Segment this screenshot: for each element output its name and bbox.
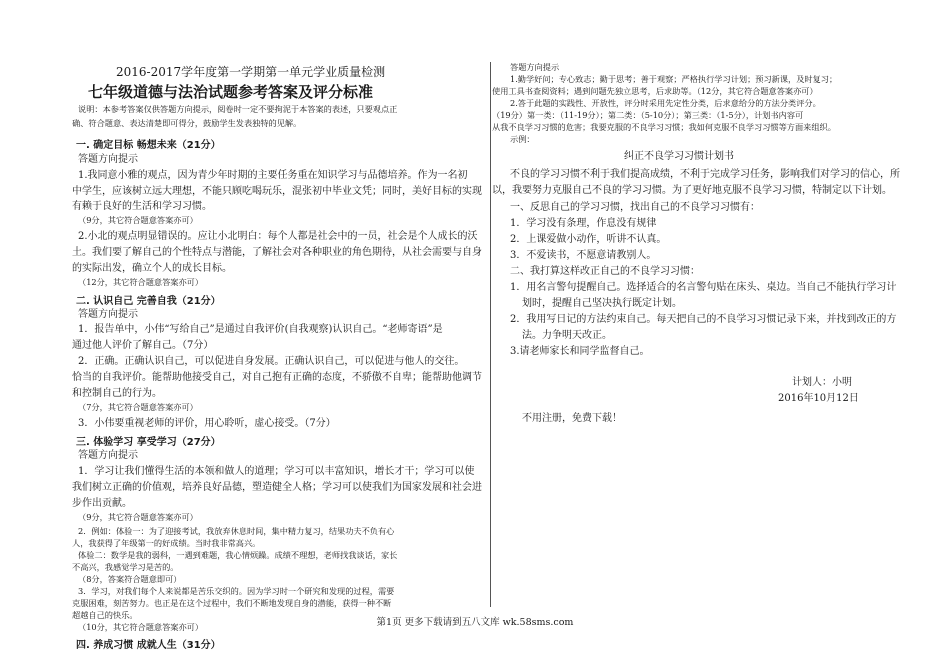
s1-score-2: （12分，其它符合题意答案亦可） [78, 277, 204, 287]
plan-intro-line-1: 不良的学习习惯不利于我们提高成绩，不利于完成学习任务，影响我们对学习的信心，所 [510, 169, 900, 180]
s3-a2-line-4: 不高兴，我感觉学习是苦的。 [72, 562, 179, 572]
p2-2-line-2: 法。力争明天改正。 [522, 330, 612, 341]
column-divider [490, 62, 491, 607]
section-1-hint: 答题方向提示 [78, 154, 138, 165]
s3-score-3: （10分，其它符合题意答案亦可） [78, 622, 204, 632]
s1-a1-line-3: 有赖于良好的生活和学习习惯。 [72, 201, 212, 212]
s3-a3-line-3: 超越自己的快乐。 [72, 610, 138, 620]
plan-intro-line-2: 以，我要努力克服自己不良的学习习惯。为了更好地克服不良学习习惯，特制定以下计划。 [492, 185, 892, 196]
s2-a2-line-3: 和控制自己的行为。 [72, 388, 162, 399]
exam-title: 2016-2017学年度第一学期第一单元学业质量检测 [116, 65, 386, 79]
plan-part-1: 一、反思自己的学习习惯，找出自己的不良学习习惯有： [510, 202, 760, 213]
p2-1-line-1: 1．用名言警句提醒自己。选择适合的名言警句贴在床头、桌边。当自己不能执行学习计 [510, 282, 897, 293]
p2-3: 3.请老师家长和同学监督自己。 [510, 346, 650, 357]
section-2-hint: 答题方向提示 [78, 309, 138, 320]
s2-a1-line-2: 通过他人评价了解自己。（7分） [72, 340, 214, 351]
r2-line-1: 2.答于此题的实践性、开放性，评分时采用先定性分类，后求意给分的方法分类评分。 [510, 98, 821, 108]
section-4-heading: 四. 养成习惯 成就人生（31分） [76, 640, 221, 651]
plan-title: 纠正不良学习习惯计划书 [624, 151, 734, 162]
intro-line-1: 说明：本参考答案仅供答题方向提示，阅卷时一定不要拘泥于本答案的表述，只要观点正 [78, 104, 398, 114]
s3-a1-line-1: 1．学习让我们懂得生活的本领和做人的道理；学习可以丰富知识，增长才干；学习可以使 [78, 466, 475, 477]
section-2-heading: 二. 认识自己 完善自我（21分） [76, 296, 221, 307]
page-footer: 第1页 更多下载请到五八文库 wk.58sms.com [376, 617, 574, 628]
s2-a3: 3．小伟要重视老师的评价，用心聆听，虚心接受。（7分） [78, 418, 336, 429]
s3-score-2: （8分，答案符合题意即可） [78, 574, 182, 584]
s1-a1-line-1: 1.我同意小雅的观点，因为青少年时期的主要任务重在知识学习与品德培养。作为一名初 [78, 170, 468, 181]
free-download-note: 不用注册，免费下载！ [522, 413, 622, 424]
s3-a2-line-1: 2．例如：体验一：为了迎接考试，我放弃休息时间，集中精力复习，结果功夫不负有心 [78, 526, 395, 536]
part1-item-2: 2．上课爱做小动作，听讲不认真。 [510, 234, 667, 245]
s3-a2-line-3: 体验二：数学是我的弱科，一遇到难题，我心情烦躁。成绩不理想，老师找我谈话，家长 [78, 550, 398, 560]
section-3-heading: 三. 体验学习 享受学习（27分） [76, 437, 221, 448]
r1-line-1: 1.勤学好问；专心致志；勤于思考；善于观察；严格执行学习计划；预习新课，及时复习； [510, 74, 838, 84]
r1-line-2: 使用工具书查阅资料；遇到问题先独立思考，后求助等。（12分，其它符合题意答案亦可） [492, 86, 818, 96]
part1-item-3: 3．不爱读书，不愿意请教别人。 [510, 250, 657, 261]
r2-line-2: （19分）第一类：（11-19分）；第二类：（5-10分）；第三类：（1-5分），计划书内容可 [492, 110, 804, 120]
example-label: 示例： [510, 134, 535, 144]
s1-score-1: （9分，其它符合题意答案亦可） [78, 215, 198, 225]
right-hint: 答题方向提示 [510, 62, 560, 72]
s3-a3-line-2: 克服困难，刻苦努力。也正是在这个过程中，我们不断地发现自身的潜能，获得一种不断 [72, 598, 392, 608]
s2-a2-line-1: 2．正确。正确认识自己，可以促进自身发展。正确认识自己，可以促进与他人的交往。 [78, 356, 465, 367]
s2-a1-line-1: 1．报告单中，小伟“写给自己”是通过自我评价(自我观察)认识自己。“老师寄语”是 [78, 324, 443, 335]
s1-a2-line-2: 土。我们要了解自己的个性特点与潜能，了解社会对各种职业的角色期待，从社会需要与自身 [72, 247, 482, 258]
part1-item-1: 1．学习没有条理，作息没有规律 [510, 218, 657, 229]
s1-a1-line-2: 中学生，应该树立远大理想，不能只顾吃喝玩乐，混张初中毕业文凭；同时，美好目标的实现 [72, 186, 482, 197]
s2-score-2: （7分，其它符合题意答案亦可） [78, 402, 198, 412]
r2-line-3: 从我不良学习习惯的危害；我要克服的不良学习习惯；我如何克服不良学习习惯等方面来组织。 [492, 122, 836, 132]
s1-a2-line-1: 2.小北的观点明显错误的。应让小北明白：每个人都是社会中的一员，社会是个人成长的沃 [78, 231, 478, 242]
s2-a2-line-2: 恰当的自我评价。能帮助他接受自己，对自己抱有正确的态度，不骄傲不自卑；能帮助他调节 [72, 372, 482, 383]
s1-a2-line-3: 的实际出发，确立个人的成长目标。 [72, 263, 232, 274]
planner: 计划人：小明 [792, 377, 852, 388]
s3-a1-line-2: 我们树立正确的价值观，培养良好品德，塑造健全人格；学习可以使我们为国家发展和社会进 [72, 482, 482, 493]
p2-2-line-1: 2．我用写日记的方法约束自己。每天把自己的不良学习习惯记录下来，并找到改正的方 [510, 314, 897, 325]
s3-score-1: （9分，其它符合题意答案亦可） [78, 512, 198, 522]
s3-a1-line-3: 步作出贡献。 [72, 498, 132, 509]
s3-a2-line-2: 人，我获得了年级第一的好成绩。当时我非常高兴。 [72, 538, 261, 548]
section-1-heading: 一. 确定目标 畅想未来（21分） [76, 140, 221, 151]
p2-1-line-2: 划时，提醒自己坚决执行既定计划。 [522, 298, 682, 309]
s3-a3-line-1: 3．学习，对我们每个人来说都是苦乐交织的。因为学习时一个研究和发现的过程，需要 [78, 586, 395, 596]
section-3-hint: 答题方向提示 [78, 450, 138, 461]
intro-line-2: 确、符合题意、表达清楚即可得分，鼓励学生发表独特的见解。 [72, 118, 302, 128]
plan-date: 2016年10月12日 [778, 393, 859, 404]
plan-part-2: 二、我打算这样改正自己的不良学习习惯： [510, 266, 700, 277]
doc-title: 七年级道德与法治试题参考答案及评分标准 [88, 83, 374, 101]
